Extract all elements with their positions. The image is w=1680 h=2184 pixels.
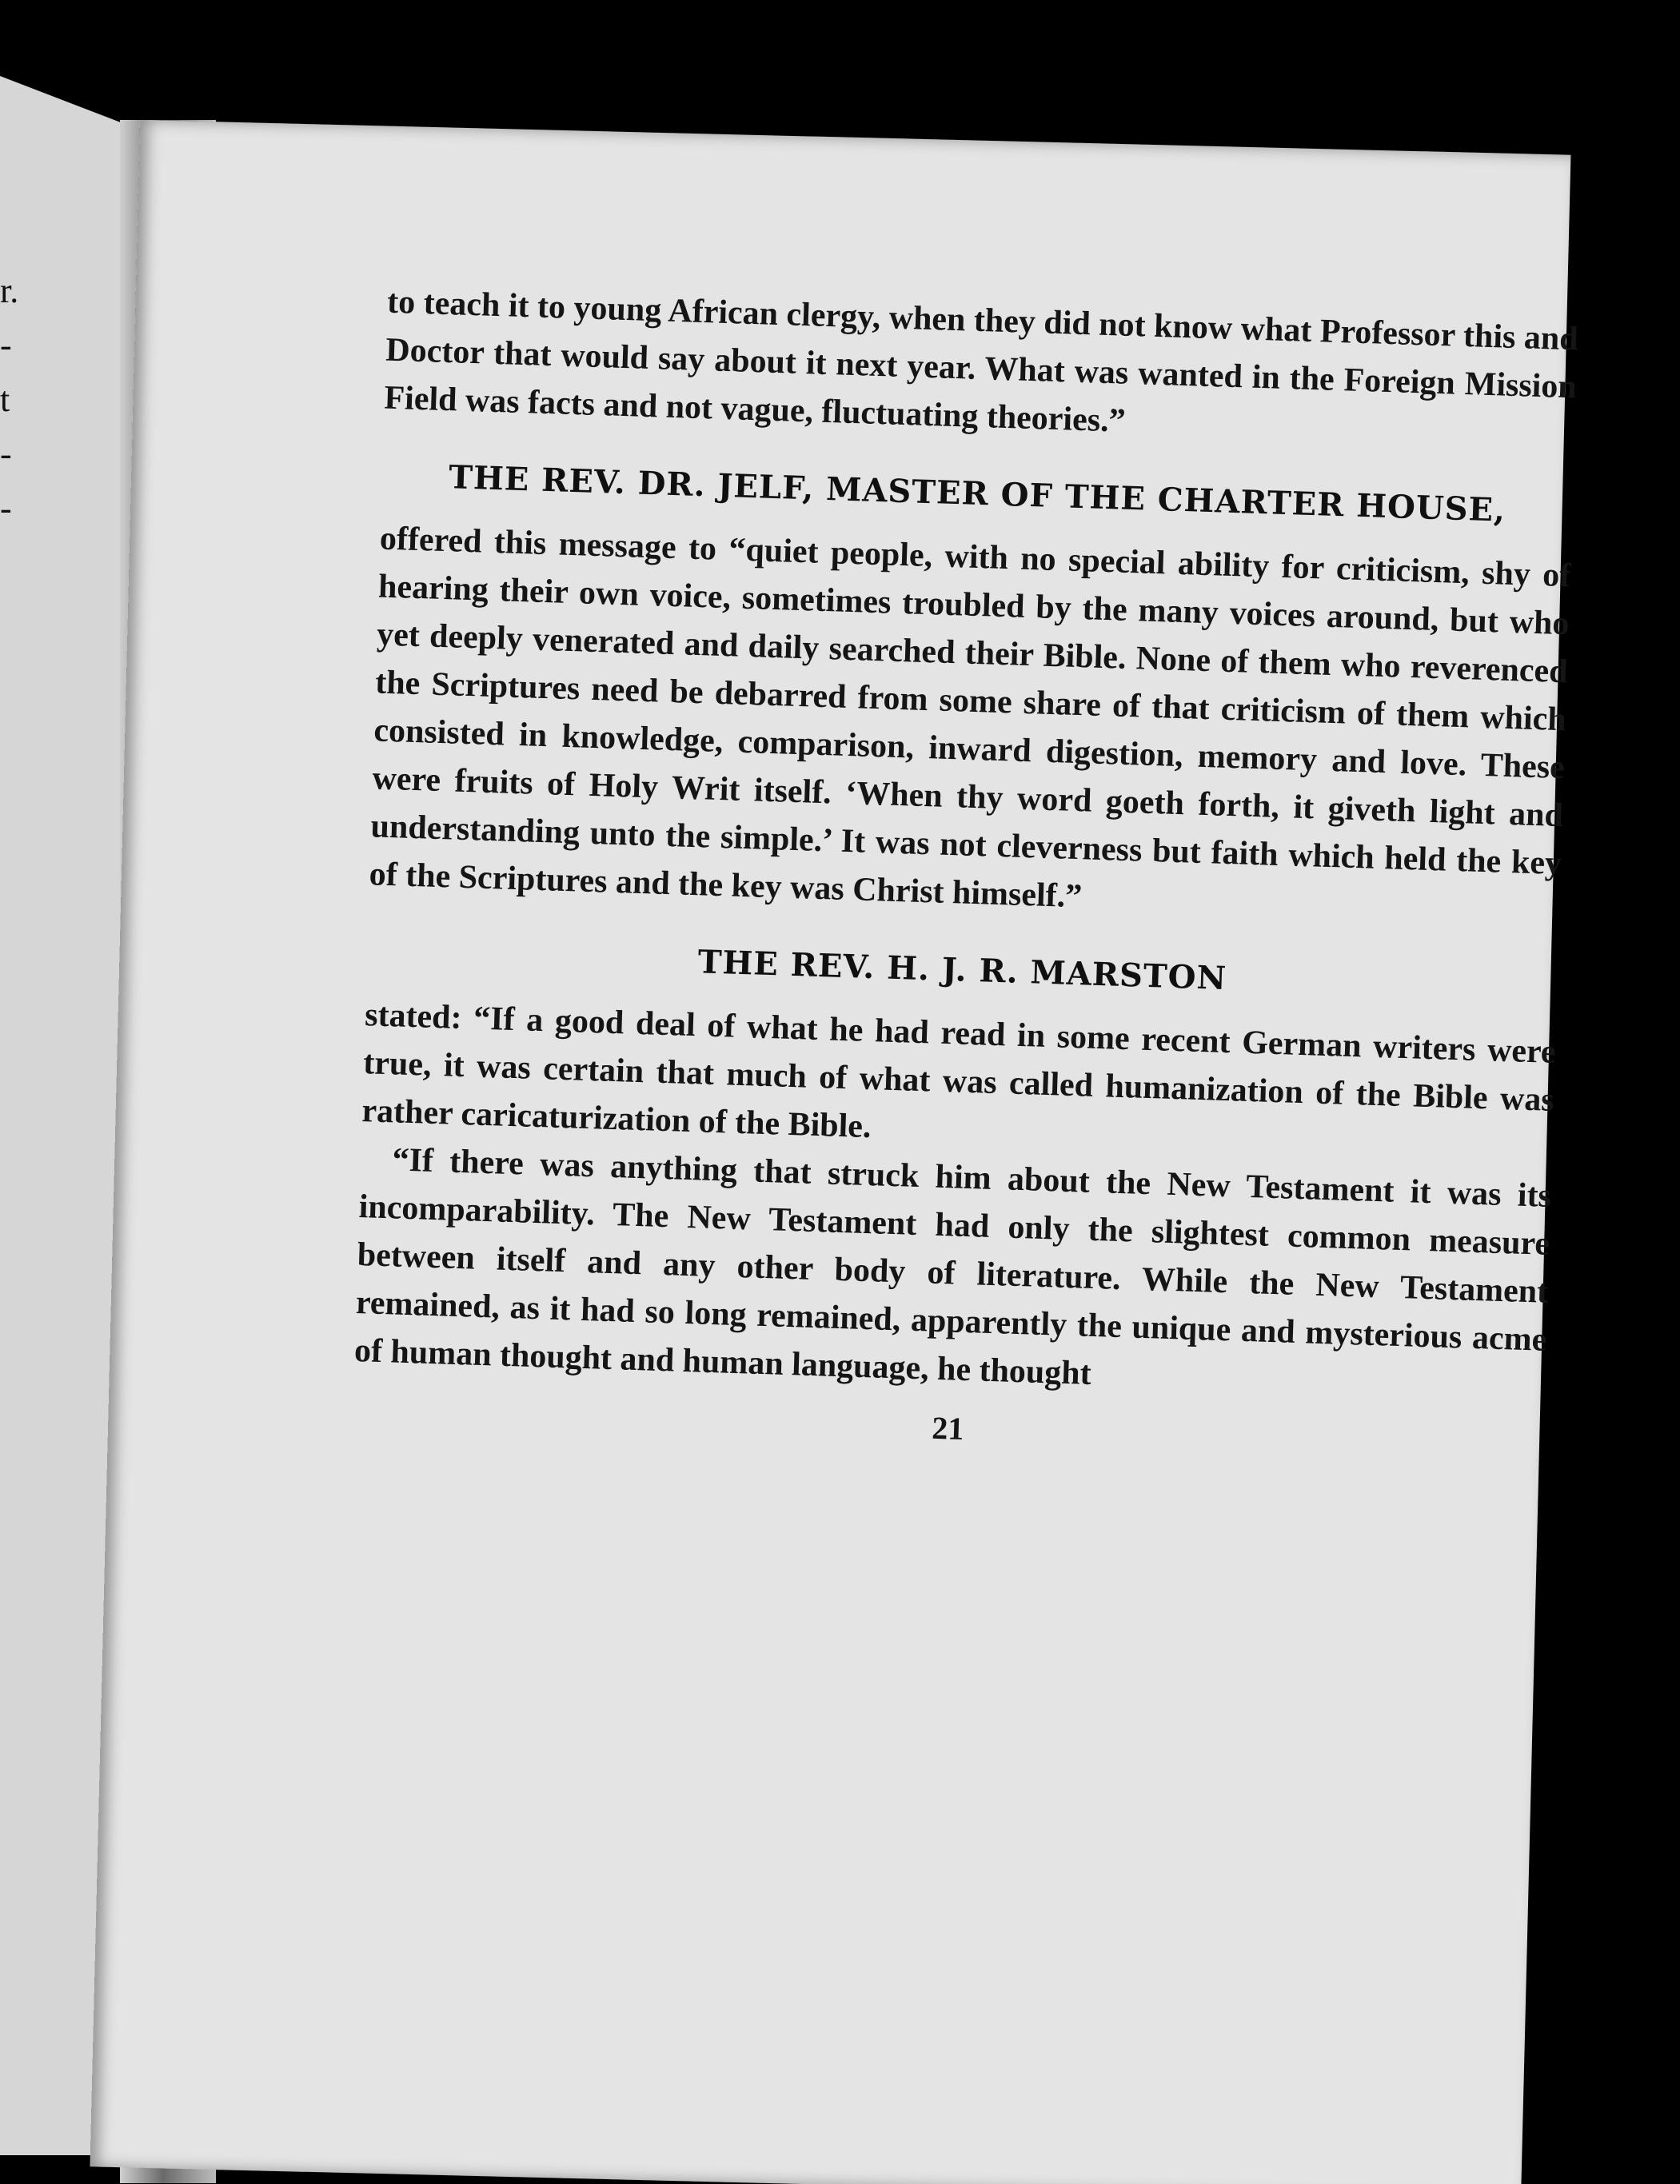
paragraph-jelf: offered this message to “quiet people, with no special ability for criticism, shy of hearing their own voice, sometimes troubled by the many voices around, but who yet deeply venerated and daily searched their Bible. None of them who reverenced the Scriptures need be debarred from some share of that criticism of them which consisted in knowledge, comparison, inward digestion, memory and love. These were fruits of Holy Writ itself. ‘When thy word goeth forth, it giveth light and understanding unto the simple.’ It was not cleverness but faith which held the key of the Scriptures and the key was Christ himself.” [369,520,1572,916]
page-number: 21 [931,1409,965,1447]
page-21 [90,120,1579,2184]
paragraph-opening: to teach it to young African clergy, when they did not know what Professor this and Doctor that would say about it next year. What was wanted in the Foreign Mission Field was facts and not vague, fluctuating theories.” [383,283,1579,440]
edge-mark: - [0,489,12,528]
paragraph-marston-1: stated: “If a good deal of what he had read in some recent German writers were true, it was certain that much of what was called humanization of the Bible was rather caricaturization of the Bible. [361,996,1557,1146]
page-text-block [352,278,1579,1471]
edge-mark: r. [0,271,19,310]
edge-mark: - [0,325,12,365]
heading-rev-dr-jelf: THE REV. DR. JELF, MASTER OF THE CHARTER HOUSE, [448,458,1506,529]
facing-page-edge-marks [0,264,18,536]
paragraph-marston-2: “If there was anything that struck him about the New Testament it was its incomparability. The New Testament had only the slightest common measure between itself and any other body of literature. While the New Testament remained, as it had so long remained, apparently the unique and mysterious acme of human thought and human language, he thought [353,1141,1552,1392]
edge-mark: t [0,380,10,419]
edge-mark: - [0,434,12,473]
heading-rev-marston: THE REV. H. J. R. MARSTON [697,943,1227,998]
